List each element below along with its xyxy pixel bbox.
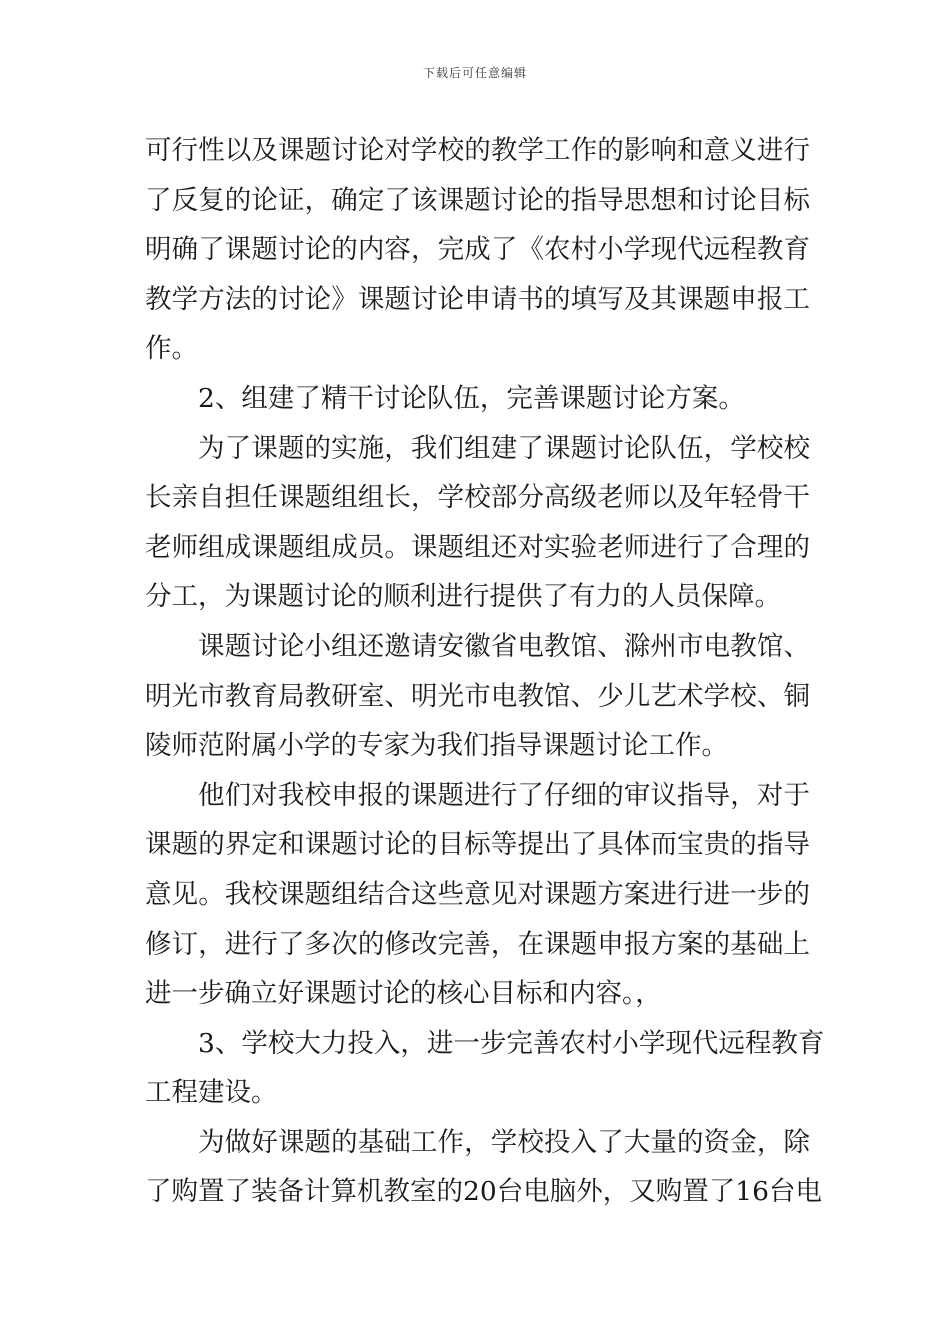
text-line: 意见。我校课题组结合这些意见对课题方案进行进一步的 bbox=[145, 878, 810, 910]
text-line: 陵师范附属小学的专家为我们指导课题讨论工作。 bbox=[145, 730, 728, 762]
text-line: 3、学校大力投入，进一步完善农村小学现代远程教育 bbox=[198, 1027, 825, 1059]
text-line: 2、组建了精干讨论队伍，完善课题讨论方案。 bbox=[198, 382, 745, 414]
text-line: 他们对我校申报的课题进行了仔细的审议指导，对于 bbox=[198, 779, 810, 811]
text-line: 为了课题的实施，我们组建了课题讨论队伍，学校校 bbox=[198, 432, 810, 464]
text-line: 修订，进行了多次的修改完善，在课题申报方案的基础上 bbox=[145, 928, 810, 960]
text-line: 教学方法的讨论》课题讨论申请书的填写及其课题申报工 bbox=[145, 283, 810, 315]
text-line: 作。 bbox=[145, 333, 198, 365]
text-line: 老师组成课题组成员。课题组还对实验老师进行了合理的 bbox=[145, 531, 810, 563]
text-line: 了反复的论证，确定了该课题讨论的指导思想和讨论目标 bbox=[145, 184, 810, 216]
text-line: 分工，为课题讨论的顺利进行提供了有力的人员保障。 bbox=[145, 581, 781, 613]
text-line: 明光市教育局教研室、明光市电教馆、少儿艺术学校、铜 bbox=[145, 680, 810, 712]
text-line: 课题的界定和课题讨论的目标等提出了具体而宝贵的指导 bbox=[145, 829, 810, 861]
text-line: 长亲自担任课题组组长，学校部分高级老师以及年轻骨干 bbox=[145, 482, 810, 514]
document-body bbox=[145, 126, 825, 1217]
text-line: 明确了课题讨论的内容，完成了《农村小学现代远程教育 bbox=[145, 234, 810, 266]
text-line: 了购置了装备计算机教室的20台电脑外，又购置了16台电 bbox=[145, 1176, 822, 1208]
text-line: 课题讨论小组还邀请安徽省电教馆、滁州市电教馆、 bbox=[198, 630, 810, 662]
text-line: 进一步确立好课题讨论的核心目标和内容。， bbox=[145, 978, 662, 1010]
text-line: 为做好课题的基础工作，学校投入了大量的资金，除 bbox=[198, 1126, 810, 1158]
text-line: 可行性以及课题讨论对学校的教学工作的影响和意义进行 bbox=[145, 135, 810, 166]
text-line: 工程建设。 bbox=[145, 1077, 278, 1109]
page-header: 下载后可任意编辑 bbox=[422, 66, 527, 80]
